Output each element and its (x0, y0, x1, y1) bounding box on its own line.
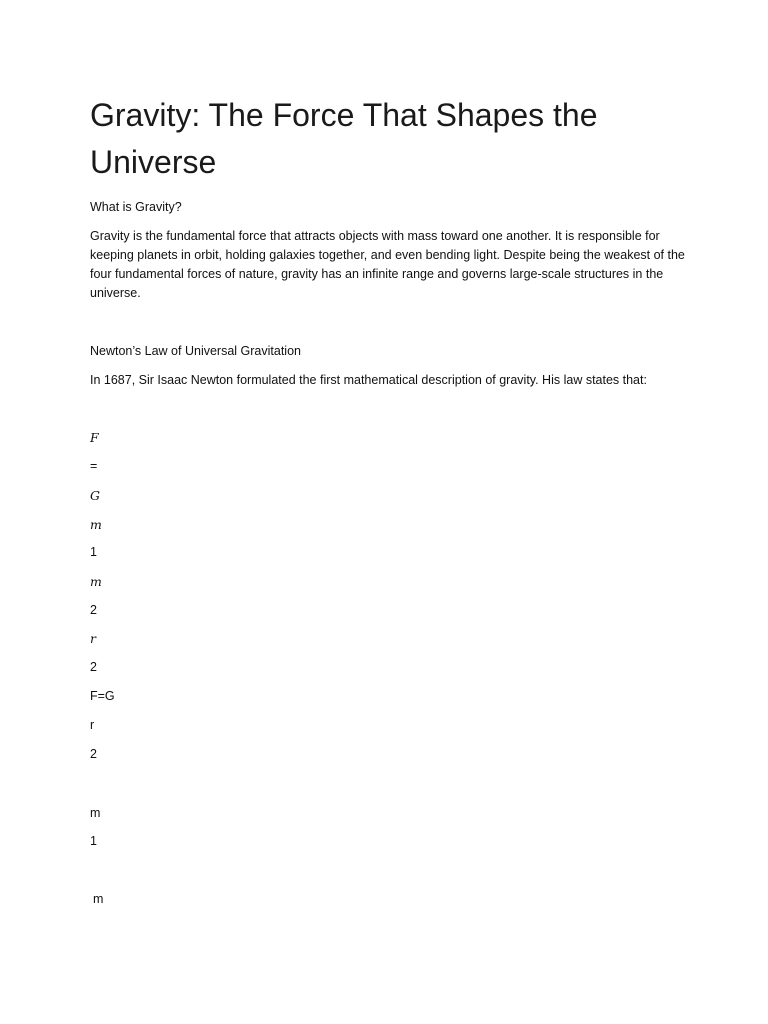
equation-token: m (90, 806, 101, 820)
equation-token: F (90, 430, 99, 445)
document-title: Gravity: The Force That Shapes the Universe (90, 97, 598, 180)
equation-token: 2 (90, 603, 97, 617)
section-heading-what-is-gravity: What is Gravity? (90, 200, 182, 214)
equation-token: m (90, 517, 102, 532)
section-paragraph-newtons-law: In 1687, Sir Isaac Newton formulated the first mathematical description of gravity. His law states that: (90, 373, 647, 387)
equation-token: 2 (90, 660, 97, 674)
equation-token: 1 (90, 834, 97, 848)
equation-token: m (93, 892, 104, 906)
equation-token: F=G (90, 689, 115, 703)
equation-token: r (90, 718, 95, 732)
section-paragraph-what-is-gravity: Gravity is the fundamental force that attracts objects with mass toward one another. It is responsible for keeping planets in orbit, holding galaxies together, and even bending light. Despite being the weakest of the four fundamental forces of nature, gravity has an infinite range and governs large-scale structures in the universe. (90, 229, 685, 300)
equation-token: 2 (90, 747, 97, 761)
section-heading-newtons-law: Newton’s Law of Universal Gravitation (90, 344, 301, 358)
equation-token: = (90, 459, 98, 473)
equation-token: 1 (90, 545, 97, 559)
equation-token: m (90, 574, 102, 589)
equation-token: r (90, 631, 96, 646)
equation-token: G (90, 488, 100, 503)
